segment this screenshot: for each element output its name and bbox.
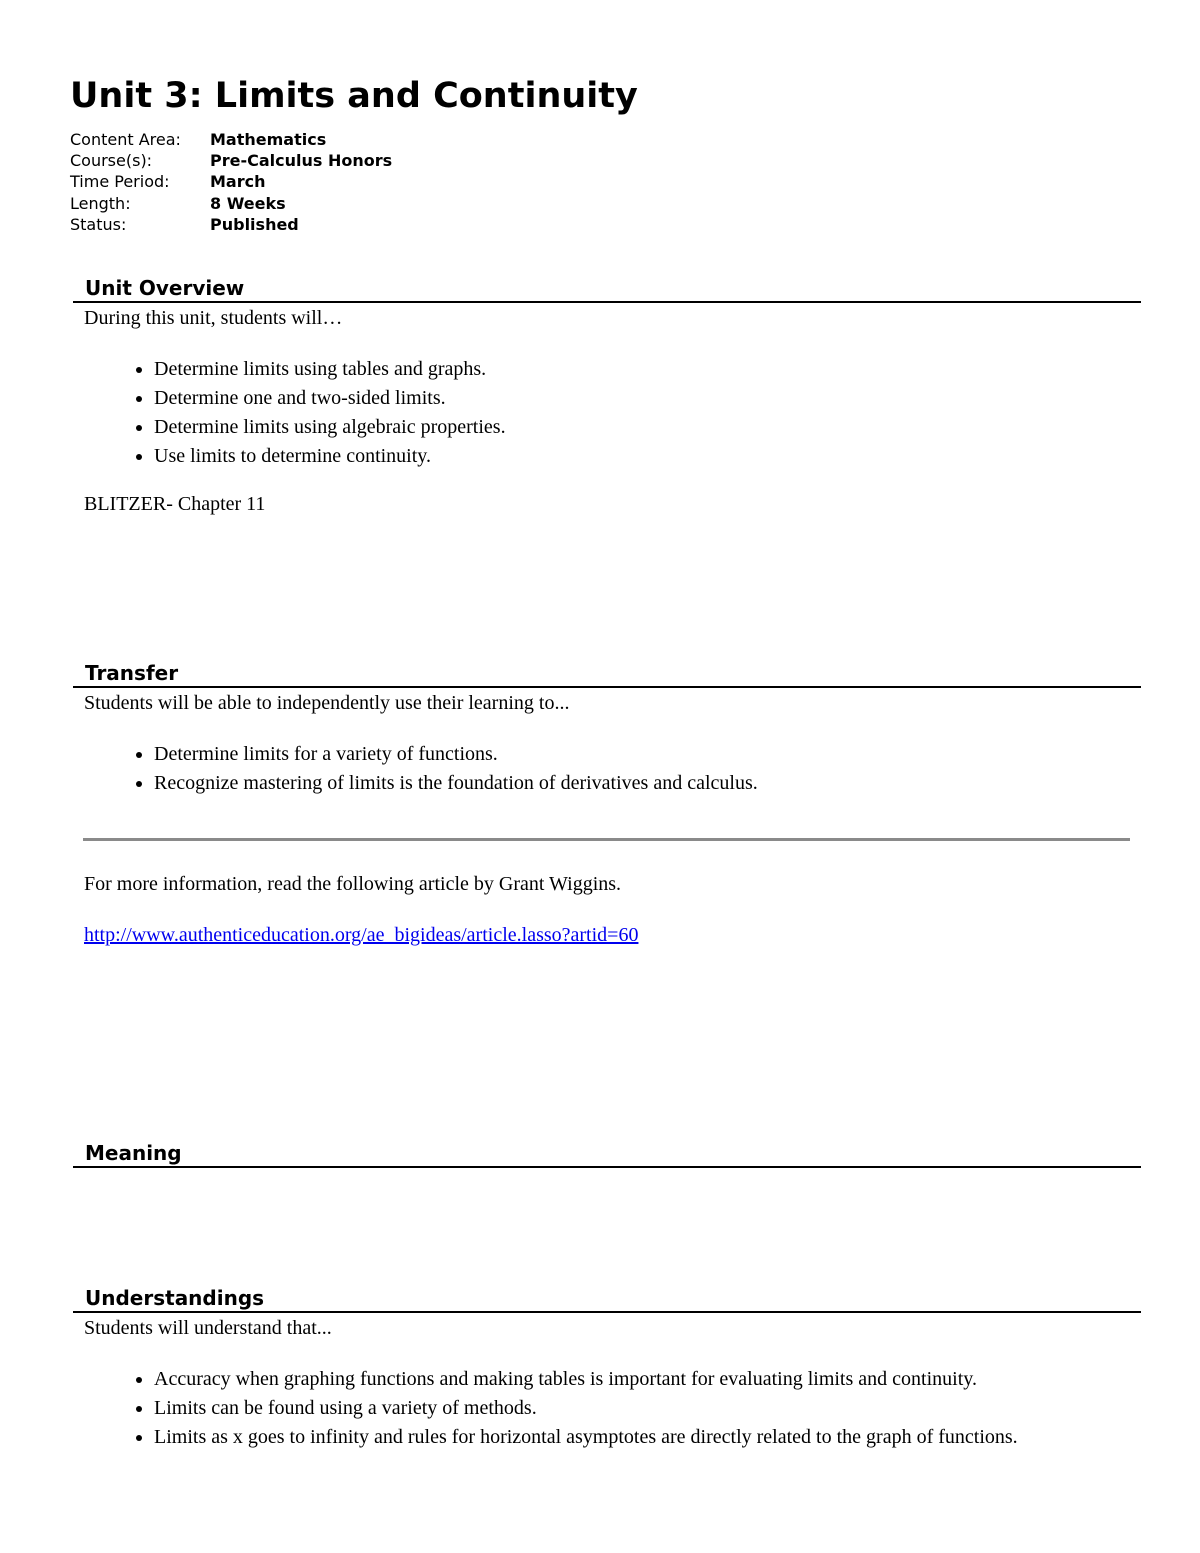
unit-overview-section: [73, 275, 1141, 517]
meta-row-time-period: [70, 171, 392, 192]
meta-value: Pre-Calculus Honors: [210, 151, 393, 171]
understandings-heading: Understandings: [73, 1285, 1141, 1313]
understandings-section: [73, 1285, 1141, 1453]
transfer-heading: Transfer: [73, 660, 1141, 688]
transfer-intro: Students will be able to independently use their learning to...: [84, 692, 570, 714]
meta-value: Mathematics: [210, 130, 327, 149]
textbook-note: BLITZER- Chapter 11: [84, 493, 266, 515]
list-item: • Determine one and two-sided limits.: [154, 385, 1141, 411]
unit-overview-list: [84, 356, 1141, 469]
understandings-body: [73, 1315, 1141, 1450]
transfer-body: [73, 690, 1141, 796]
meta-row-length: [70, 193, 392, 214]
meta-value: Published: [210, 214, 299, 234]
list-item: • Limits can be found using a variety of methods.: [154, 1395, 1141, 1421]
meta-value: 8 Weeks: [210, 193, 286, 213]
meta-row-content-area: [70, 129, 392, 150]
meta-row-courses: [70, 150, 392, 171]
understandings-list: [84, 1366, 1141, 1450]
section-divider: [83, 838, 1130, 841]
meta-label: Content Area:: [70, 130, 181, 149]
list-item: • Use limits to determine continuity.: [154, 443, 1141, 469]
meta-row-status: [70, 214, 392, 235]
meta-label: Status:: [70, 214, 127, 234]
unit-overview-heading: Unit Overview: [73, 275, 1141, 303]
meta-value: March: [210, 172, 266, 192]
meaning-heading: Meaning: [73, 1140, 1141, 1168]
transfer-section: [73, 660, 1141, 799]
meaning-section: [73, 1140, 1141, 1168]
meta-label: Time Period:: [70, 172, 170, 192]
unit-overview-intro: During this unit, students will…: [84, 307, 343, 329]
list-item: • Determine limits using tables and graphs.: [154, 356, 1141, 382]
unit-metadata: [70, 129, 392, 235]
list-item: • Recognize mastering of limits is the foundation of derivatives and calculus.: [154, 770, 1141, 796]
list-item: • Determine limits using algebraic properties.: [154, 414, 1141, 440]
article-link[interactable]: http://www.authenticeducation.org/ae_bigideas/article.lasso?artid=60: [84, 924, 639, 946]
page-title: Unit 3: Limits and Continuity: [70, 76, 638, 116]
transfer-list: [84, 741, 1141, 796]
more-info-text: For more information, read the following article by Grant Wiggins.: [84, 873, 622, 895]
unit-overview-body: [73, 305, 1141, 517]
list-item: • Determine limits for a variety of functions.: [154, 741, 1141, 767]
meta-label: Length:: [70, 193, 131, 213]
understandings-intro: Students will understand that...: [84, 1317, 332, 1339]
list-item: • Accuracy when graphing functions and making tables is important for evaluating limits and continuity.: [154, 1366, 1141, 1392]
meta-label: Course(s):: [70, 151, 153, 171]
list-item: • Limits as x goes to infinity and rules for horizontal asymptotes are directly related to the graph of functions.: [154, 1424, 1141, 1450]
